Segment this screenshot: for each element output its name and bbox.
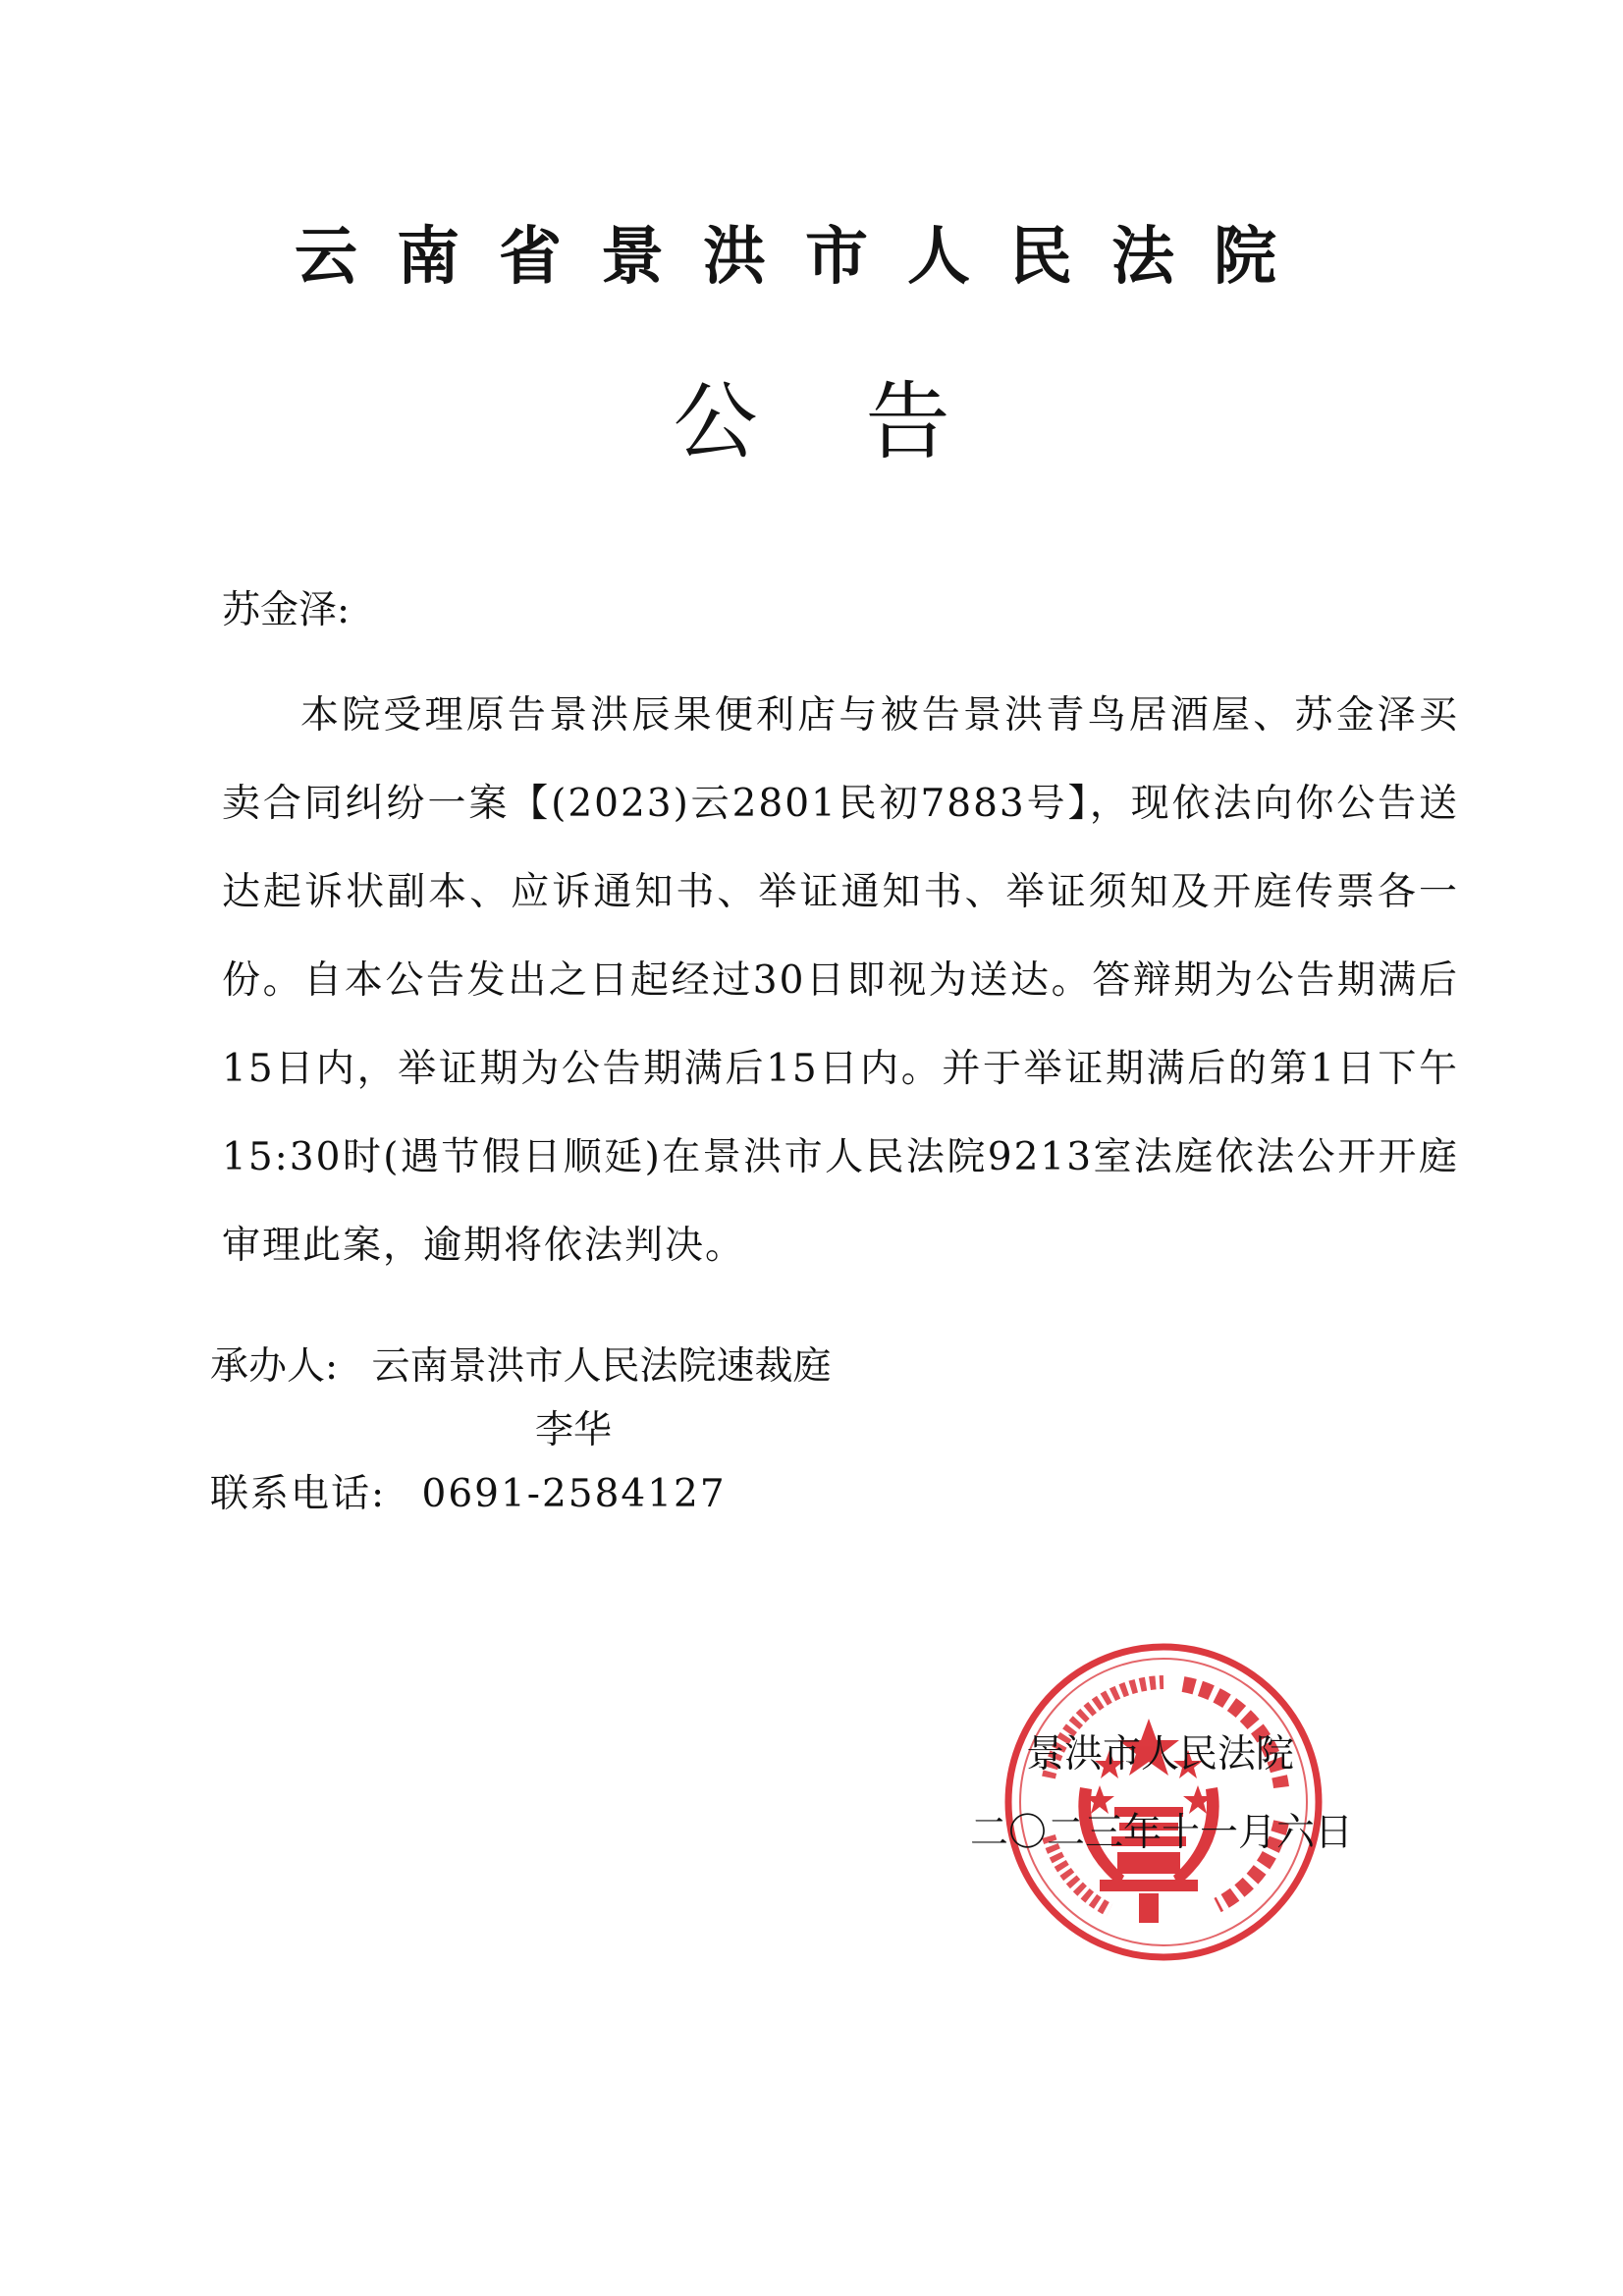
issuer-name: 景洪市人民法院 xyxy=(1026,1732,1295,1777)
undertaker-row xyxy=(210,1336,832,1391)
document-type-title: 公告 xyxy=(673,373,1058,471)
notice-body: 本院受理原告景洪辰果便利店与被告景洪青鸟居酒屋、苏金泽买卖合同纠纷一案【(2023)云2801民初7883号】，现依法向你公告送达起诉状副本、应诉通知书、举证通知书、举证须知及开庭传票各一份。自本公告发出之日起经过30日即视为送达。答辩期为公告期满后15日内，举证期为公告期满后15日内。并于举证期满后的第1日下午15:30时(遇节假日顺延)在景洪市人民法院9213室法庭依法公开开庭审理此案，逾期将依法判决。 xyxy=(222,693,1459,1268)
issue-date: 二〇二三年十一月六日 xyxy=(970,1811,1354,1855)
undertaker-department: 云南景洪市人民法院速裁庭 xyxy=(371,1344,832,1389)
undertaker-label: 承办人: xyxy=(210,1344,339,1389)
phone-row xyxy=(210,1463,727,1518)
judge-name: 李华 xyxy=(535,1408,613,1452)
addressee: 苏金泽: xyxy=(222,588,351,632)
phone-label: 联系电话: xyxy=(210,1472,387,1516)
phone-number: 0691-2584127 xyxy=(421,1472,727,1516)
court-name-heading: 云南省景洪市人民法院 xyxy=(295,221,1316,294)
